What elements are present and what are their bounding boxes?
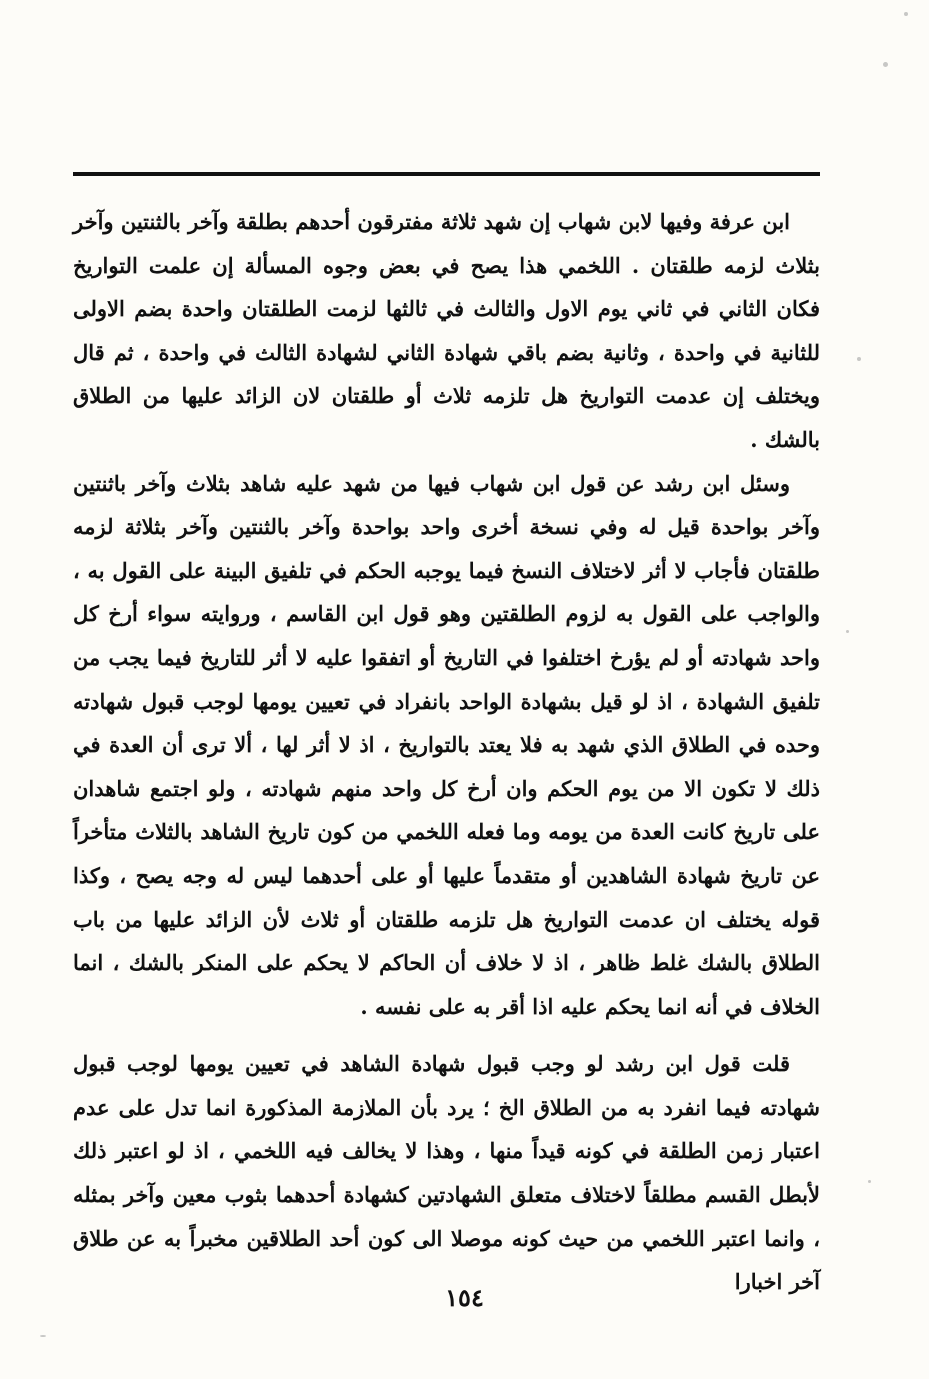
scan-speck — [904, 12, 908, 16]
scan-speck — [883, 62, 888, 67]
header-rule — [73, 172, 820, 176]
scan-speck — [846, 630, 849, 633]
paragraph-1: ابن عرفة وفيها لابن شهاب إن شهد ثلاثة مفترقون أحدهم بطلقة وآخر بالثنتين وآخر بثلاث لزمه طلقتان . اللخمي هذا يصح في بعض وجوه المسألة إن علمت التواريخ فكان الثاني في ثاني يوم الاول والثالث في ثالثها لزمت الطلقتان واحدة بضم الاولى للثانية في واحدة ، وثانية بضم باقي شهادة الثاني لشهادة الثالث في واحدة ، ثم قال ويختلف إن عدمت التواريخ هل تلزمه ثلاث أو طلقتان لان الزائد عليها من الطلاق بالشك . — [73, 209, 820, 452]
scan-speck — [868, 1180, 871, 1183]
scan-speck — [40, 1335, 46, 1337]
scan-speck — [857, 357, 861, 361]
paragraph-2: وسئل ابن رشد عن قول ابن شهاب فيها من شهد عليه شاهد بثلاث وآخر باثنتين وآخر بواحدة قيل له وفي نسخة أخرى واحد بواحدة وآخر بالثنتين وآخر بثلاثة لزمه طلقتان فأجاب لا أثر لاختلاف النسخ فيما يوجبه الحكم في تلفيق البينة على القول به ، والواجب على القول به لزوم الطلقتين وهو قول ابن القاسم ، وروايته سواء أرخ كل واحد شهادته أو لم يؤرخ اختلفوا في التاريخ أو اتفقوا عليه لا أثر للتاريخ فيما يجب من تلفيق الشهادة ، اذ لو قيل بشهادة الواحد بانفراد في تعيين يومها لوجب قبول شهادته وحده في الطلاق الذي شهد به فلا يعتد بالتواريخ ، اذ لا أثر لها ، ألا ترى أن العدة في ذلك لا تكون الا من يوم الحكم وان أرخ كل واحد منهم شهادته ، ولو اجتمع شاهدان على تاريخ كانت العدة من يومه وما فعله اللخمي من كون تاريخ الشاهد بالثلاث متأخراً عن تاريخ شهادة الشاهدين أو متقدماً عليها أو على أحدهما ليس له وجه يصح ، وكذا قوله يختلف ان عدمت التواريخ هل تلزمه طلقتان أو ثلاث لأن الزائد عليها من باب الطلاق بالشك غلط ظاهر ، اذ لا خلاف أن الحاكم لا يحكم على المنكر بالشك ، انما الخلاف في أنه انما يحكم عليه اذا أقر به على نفسه . — [73, 470, 820, 1019]
page-number: ١٥٤ — [445, 1283, 484, 1312]
paragraph-3: قلت قول ابن رشد لو وجب قبول شهادة الشاهد في تعيين يومها لوجب قبول شهادته فيما انفرد به من الطلاق الخ ؛ يرد بأن الملازمة المذكورة انما تدل على عدم اعتبار زمن الطلقة في كونه قيداً منها ، وهذا لا يخالف فيه اللخمي ، اذ لو اعتبر ذلك لأبطل القسم مطلقاً لاختلاف متعلق الشهادتين كشهادة أحدهما بثوب معين وآخر بمثله ، وانما اعتبر اللخمي من حيث كونه موصلا الى كون أحد الطلاقين مخبراً به عن طلاق آخر اخبارا — [73, 1051, 820, 1295]
body-text — [73, 200, 820, 1304]
